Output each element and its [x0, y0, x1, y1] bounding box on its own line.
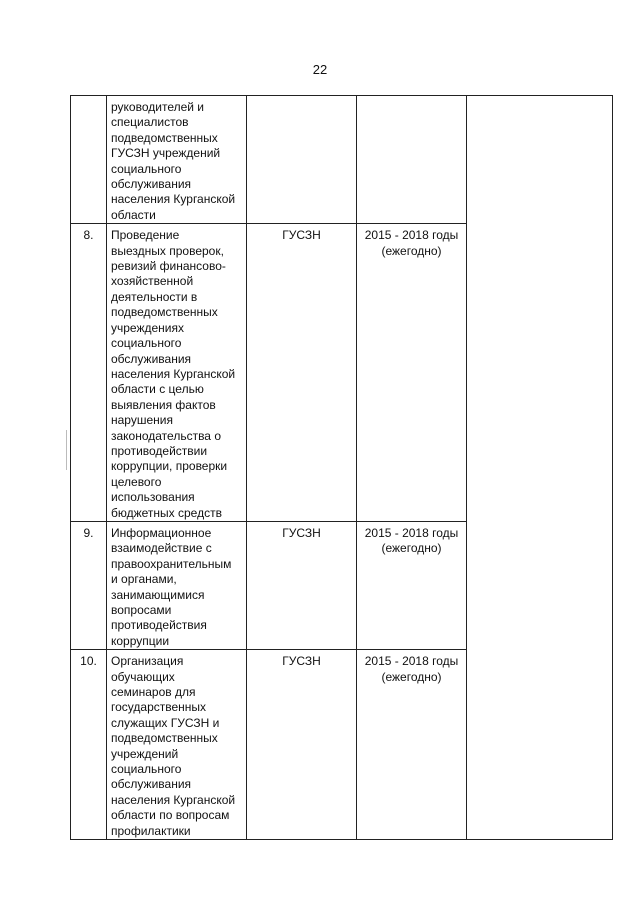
measure-name: [107, 96, 247, 224]
executor: [247, 96, 357, 224]
empty-column: [467, 96, 613, 840]
term-text: 2015 - 2018 годы (ежегодно): [364, 228, 459, 258]
measures-table: [70, 95, 613, 840]
row-number: 8.: [71, 224, 107, 522]
row-number: 10.: [71, 650, 107, 840]
term: [357, 96, 467, 224]
term: [357, 224, 467, 522]
page-number: 22: [312, 62, 328, 77]
executor: ГУСЗН: [247, 224, 357, 522]
measure-name-text: Организация обучающих семинаров для государственных служащих ГУСЗН и подведомственных учреждений социального обслуживания населения Курганской области по вопросам профилактики: [111, 654, 236, 838]
row-number: 9.: [71, 521, 107, 649]
row-number: [71, 96, 107, 224]
measure-name: [107, 224, 247, 522]
measure-name-text: Проведение выездных проверок, ревизий финансово- хозяйственной деятельности в подведомственных учреждениях социального обслуживания населения Курганской области с целью выявления фактов нарушения законодательства о противодействии коррупции, проверки целевого использования бюджетных средств: [111, 228, 236, 520]
measure-name: [107, 521, 247, 649]
executor: ГУСЗН: [247, 521, 357, 649]
measure-name-text: Информационное взаимодействие с правоохранительным и органами, занимающимися вопросами противодействия коррупции: [111, 525, 232, 648]
scan-artifact: [66, 430, 67, 470]
measure-name-text: руководителей и специалистов подведомственных ГУСЗН учреждений социального обслуживания населения Курганской области: [111, 100, 236, 222]
measure-name: [107, 650, 247, 840]
term-text: 2015 - 2018 годы (ежегодно): [364, 525, 459, 556]
table-row: [71, 96, 613, 224]
term-text: 2015 - 2018 годы (ежегодно): [364, 654, 459, 684]
term: [357, 650, 467, 840]
executor: ГУСЗН: [247, 650, 357, 840]
term: [357, 521, 467, 649]
